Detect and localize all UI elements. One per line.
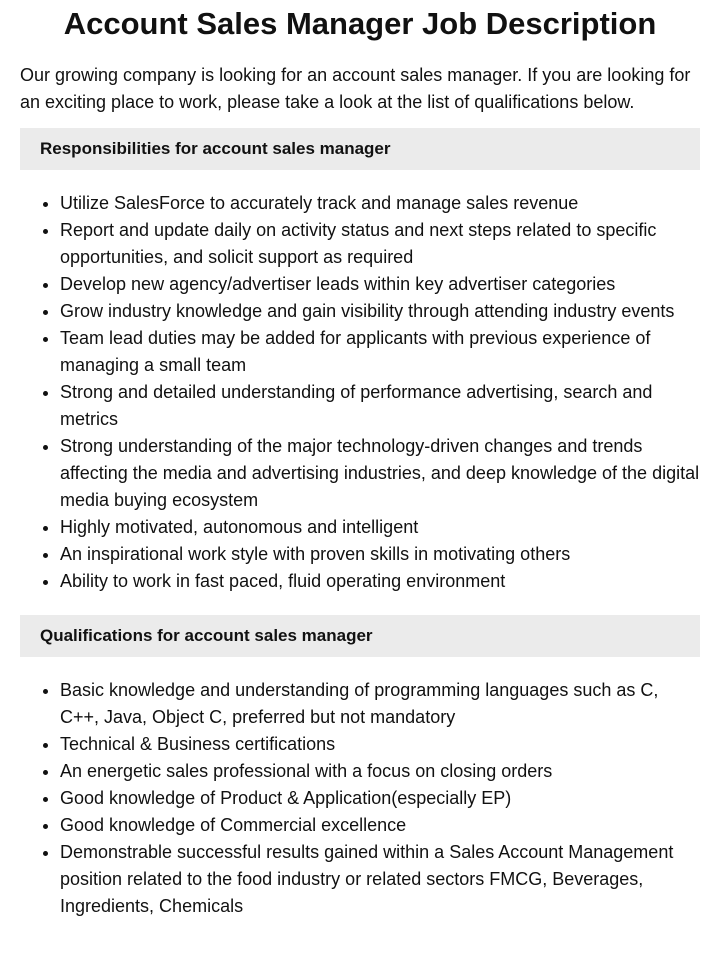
list-item: • Good knowledge of Commercial excellence (60, 812, 700, 839)
list-item: • Utilize SalesForce to accurately track and manage sales revenue (60, 190, 700, 217)
qualifications-heading: Qualifications for account sales manager (20, 615, 700, 657)
list-item: • Team lead duties may be added for applicants with previous experience of managing a small team (60, 325, 700, 379)
qualifications-list (20, 677, 700, 920)
list-item: • Good knowledge of Product & Application(especially EP) (60, 785, 700, 812)
list-item: • Report and update daily on activity status and next steps related to specific opportunities, and solicit support as required (60, 217, 700, 271)
list-item: • Technical & Business certifications (60, 731, 700, 758)
list-item: • Strong understanding of the major technology-driven changes and trends affecting the media and advertising industries, and deep knowledge of the digital media buying ecosystem (60, 433, 700, 514)
list-item: • Highly motivated, autonomous and intelligent (60, 514, 700, 541)
list-item: • Demonstrable successful results gained within a Sales Account Management position related to the food industry or related sectors FMCG, Beverages, Ingredients, Chemicals (60, 839, 700, 920)
list-item: • Grow industry knowledge and gain visibility through attending industry events (60, 298, 700, 325)
list-item: • Develop new agency/advertiser leads within key advertiser categories (60, 271, 700, 298)
list-item: • An energetic sales professional with a focus on closing orders (60, 758, 700, 785)
page-title: Account Sales Manager Job Description (63, 6, 657, 41)
list-item: • Ability to work in fast paced, fluid operating environment (60, 568, 700, 595)
responsibilities-list (20, 190, 700, 595)
list-item: • Strong and detailed understanding of performance advertising, search and metrics (60, 379, 700, 433)
intro-text: Our growing company is looking for an account sales manager. If you are looking for an exciting place to work, please take a look at the list of qualifications below. (20, 65, 691, 112)
list-item: • An inspirational work style with proven skills in motivating others (60, 541, 700, 568)
responsibilities-heading: Responsibilities for account sales manager (20, 128, 700, 170)
list-item: • Basic knowledge and understanding of programming languages such as C, C++, Java, Object C, preferred but not mandatory (60, 677, 700, 731)
